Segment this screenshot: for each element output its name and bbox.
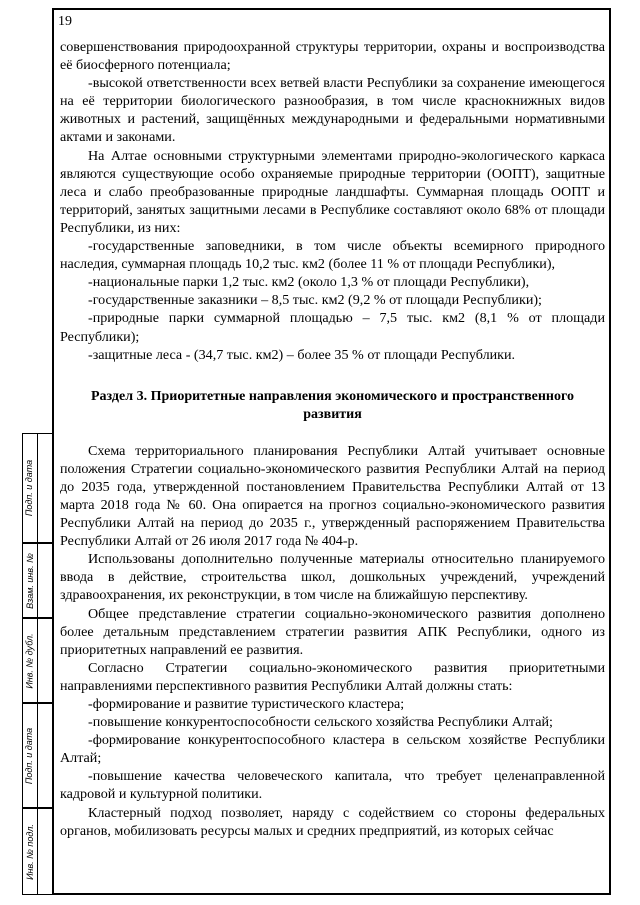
list-item: -формирование конкурентоспособного кластера в сельском хозяйстве Республики Алтай; [60, 732, 605, 767]
list-item: -повышение качества человеческого капитала, что требует целенаправленной кадровой и культурной политики. [60, 768, 605, 803]
paragraph: Кластерный подход позволяет, наряду с содействием со стороны федеральных органов, мобилизовать ресурсы малых и средних предприятий, из которых сейчас [60, 804, 605, 839]
page-number: 19 [58, 14, 72, 29]
stamp-cell [37, 703, 52, 808]
stamp-cell [37, 808, 52, 895]
stamp-label-duplicate-inv: Инв. № дубл. [24, 632, 35, 689]
stamp-cell [37, 618, 52, 703]
stamp-label-replacement-inv: Взам. инв. № [24, 552, 35, 609]
document-body [60, 38, 605, 840]
paragraph: -высокой ответственности всех ветвей власти Республики за сохранение имеющегося на её территории биологического разнообразия, в том числе краснокнижных видов животных и растений, защищённых международными и федеральными нормативными актами и законами. [60, 75, 605, 146]
paragraph: Общее представление стратегии социально-экономического развития дополнено более детальным представлением стратегии развития АПК Республики, одного из приоритетных направлений ее развития. [60, 605, 605, 658]
margin-stamp-table [22, 433, 52, 895]
stamp-cell [37, 433, 52, 543]
list-item: -повышение конкурентоспособности сельского хозяйства Республики Алтай; [88, 714, 553, 731]
list-item: -природные парки суммарной площадью – 7,5 тыс. км2 (8,1 % от площади Республики); [60, 310, 605, 345]
list-item: -формирование и развитие туристического кластера; [88, 696, 405, 712]
list-item: -государственные заказники – 8,5 тыс. км2 (9,2 % от площади Республики); [88, 292, 542, 309]
stamp-cell [37, 543, 52, 618]
paragraph: Согласно Стратегии социально-экономического развития приоритетными направлениями перспективного развития Республики Алтай должны стать: [60, 659, 605, 694]
stamp-label-original-inv: Инв. № подл. [24, 823, 35, 880]
paragraph: совершенствования природоохранной структуры территории, охраны и воспроизводства её биосферного потенциала; [60, 39, 605, 74]
section-heading: Раздел 3. Приоритетные направления экономического и пространственного развития [91, 388, 574, 422]
list-item: -государственные заповедники, в том числе объекты всемирного природного наследия, суммарная площадь 10,2 тыс. км2 (более 11 % от площади Республики), [60, 238, 605, 273]
paragraph: На Алтае основными структурными элементами природно-экологического каркаса являются существующие особо охраняемые природные территории (ООПТ), защитные леса и слабо преобразованные природные ландшафты. Суммарная площадь ООПТ и территорий, занятых защитными лесами в Республике составляют около 68% от площади Республики, из них: [60, 147, 605, 236]
paragraph: Схема территориального планирования Республики Алтай учитывает основные положения Стратегии социально-экономического развития Республики Алтай на период до 2035 года, утвержденной постановлением Правительства Республики Алтай от 13 марта 2018 года № 60. Она опирается на прогноз социально-экономического развития Республики Алтай на период до 2035 г., утвержденный распоряжением Правительства Республики Алтай от 26 июля 2017 года № 404-р. [60, 442, 605, 550]
stamp-label-sign-date-2: Подп. и дата [24, 727, 35, 784]
list-item: -защитные леса - (34,7 тыс. км2) – более 35 % от площади Республики. [88, 346, 516, 363]
list-item: -национальные парки 1,2 тыс. км2 (около 1,3 % от площади Республики), [88, 274, 530, 291]
stamp-label-sign-date-1: Подп. и дата [24, 459, 35, 517]
paragraph: Использованы дополнительно полученные материалы относительно планируемого ввода в действие, строительства школ, дошкольных учреждений, учреждений здравоохранения, их реконструкции, в том числе на ближайшую перспективу. [60, 551, 605, 604]
